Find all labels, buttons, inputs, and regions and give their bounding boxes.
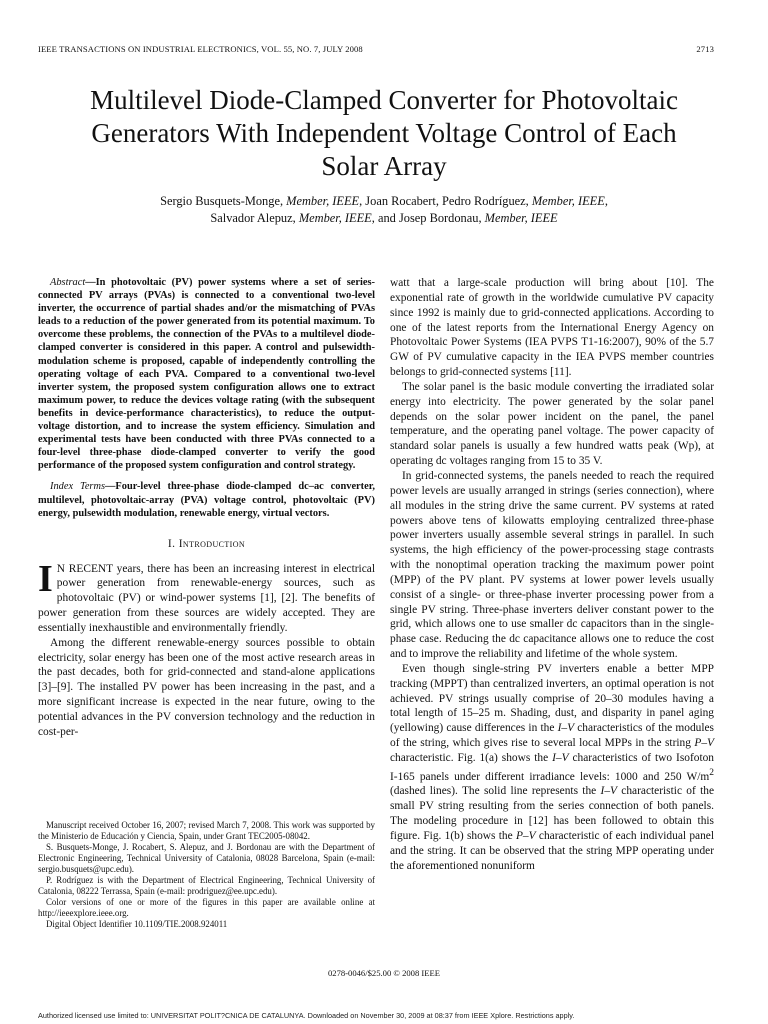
abstract-text: —In photovoltaic (PV) power systems where a set of series-connected PV arrays (PVAs) is connected to a conventional two-level inverter, the occurrence of partial shades and/or the mismatching of PVAs leads to a reduction of the power generated from its potential maximum. To overcome these problems, the connection of the PVAs to a multilevel diode-clamped converter is considered in this paper. A control and pulsewidth-modulation scheme is proposed, capable of independently controlling the operating voltage of each PVA. Compared to a conventional two-level inverter system, the proposed system configuration allows one to extract maximum power, to reduce the devices voltage rating (with the subsequent benefits in device-performance characteristics), to reduce the output-voltage distortion, and to increase the system efficiency. Simulation and experimental tests have been conducted with three PVAs connected to a four-level three-phase diode-clamped converter to verify the good performance of the proposed system configuration and control strategy. xyxy=(38,277,375,472)
drop-cap: I xyxy=(38,557,53,600)
page-number: 2713 xyxy=(696,44,714,54)
section-heading-introduction xyxy=(38,537,375,552)
index-terms-text: —Four-level three-phase diode-clamped dc–ac converter, multilevel, photovoltaic-array (PVA) voltage control, photovoltaic (PV) energy, pulsewidth modulation, renewable energy, virtual vectors. xyxy=(38,481,375,519)
author-list xyxy=(60,193,708,227)
section-number: I. xyxy=(167,537,179,550)
author-name: Sergio Busquets-Monge, xyxy=(160,194,287,208)
footnote-affiliation-1: S. Busquets-Monge, J. Rocabert, S. Alepuz, and J. Bordonau are with the Department of Electronic Engineering, Technical University of Catalonia, 08028 Barcelona, Spain (e-mail: sergio.busquets@upc.edu). xyxy=(38,842,375,874)
footnote-doi: Digital Object Identifier 10.1109/TIE.2008.924011 xyxy=(46,919,228,929)
paper-title: Multilevel Diode-Clamped Converter for Photovoltaic Generators With Independent Voltage Control of Each Solar Array xyxy=(90,85,678,181)
index-terms xyxy=(38,480,375,519)
author-role: Member, IEEE xyxy=(531,194,605,208)
math-pv: P–V xyxy=(694,737,714,750)
paragraph-text: (dashed lines). The solid line represents the xyxy=(390,785,601,798)
author-name: , Joan Rocabert, Pedro Rodríguez, xyxy=(359,194,532,208)
right-paragraph-mppt xyxy=(390,662,714,874)
right-paragraph-solar-panel: The solar panel is the basic module converting the irradiated solar energy into electricity. The power generated by the solar panel depends on the solar power incident on the panel, the panel temperature, and the operating panel voltage. The power capacity of standard solar panels is usually a few hundred watts peak (Wp), at operating dc voltages ranging from 15 to 35 V. xyxy=(390,380,714,468)
footnote-color-versions: Color versions of one or more of the figures in this paper are available online at http://ieeexplore.ieee.org. xyxy=(38,897,375,918)
math-iv: I–V xyxy=(552,752,569,764)
index-terms-label: Index Terms xyxy=(50,481,106,493)
right-paragraph-grid-connected: In grid-connected systems, the panels needed to reach the required power levels are usually arranged in strings (series connection), where all modules in the string drive the same current. PV systems at rated powers above tens of kilowatts employing centralized three-phase power inverters usually assemble several strings in parallel. In such systems, the high efficiency of the power-processing stage contrasts with the nonoptimal operation tracking the maximum power point (MPP) of the PV plant. PV systems at lower power levels usually consist of a single- or three-phase inverter processing power from a single PV string. Three-phase inverters deliver constant power to the grid, which allows one to use smaller dc capacitors than in the single-phase case. Reducing the dc capacitance allows one to reduce the cost and to improve the reliability and lifetime of the whole system. xyxy=(390,469,714,661)
section-title: Introduction xyxy=(178,537,246,550)
paragraph-text: characteristics of the modules of the string, which gives rise to several local MPPs in the string xyxy=(390,722,714,750)
paragraph-text: Even though single-string PV inverters enable a better MPP tracking (MPPT) than centralized inverters, an optimal operation is not achieved. PV strings usually comprise of 20–30 modules having a total length of 15–25 m. Shading, dust, and disparity in panel aging (yellowing) cause differences in the xyxy=(390,662,714,735)
paragraph-text: characteristic. Fig. 1(a) shows the xyxy=(390,752,553,764)
running-header xyxy=(38,44,714,58)
author-name: , and Josep Bordonau, xyxy=(371,211,485,225)
author-separator: , xyxy=(604,194,608,208)
footnotes xyxy=(38,820,375,930)
abstract-label: Abstract xyxy=(50,277,86,288)
paragraph-text: N RECENT years, there has been an increasing interest in electrical power generation from renewable-energy sources, such as photovoltaic (PV) or wind-power systems [1], [2]. The benefits of power generation from these sources are widely accepted. They are essentially inexhaustible and environmentally friendly. xyxy=(38,562,375,634)
paragraph-text: characteristic of each individual panel and the string. It can be observed that the string MPP operating under the aforementioned nonuniform xyxy=(390,830,715,872)
author-role: Member, IEEE xyxy=(484,211,558,225)
copyright-line: 0278-0046/$25.00 © 2008 IEEE xyxy=(327,968,441,978)
author-role: Member, IEEE xyxy=(298,211,372,225)
math-pv: P–V xyxy=(515,830,536,843)
footnote-affiliation-2: P. Rodríguez is with the Department of Electrical Engineering, Technical University of Catalonia, 08222 Terrassa, Spain (e-mail: prodriguez@ee.upc.edu). xyxy=(38,875,375,896)
left-column xyxy=(38,276,375,740)
author-role: Member, IEEE xyxy=(286,194,360,208)
right-paragraph-continued: watt that a large-scale production will bring about [10]. The exponential rate of growth in the worldwide cumulative PV capacity since 1992 is mainly due to grid-connected applications. According to one of the latest reports from the International Energy Agency on Photovoltaic Power Systems (IEA PVPS T1-16:2007), 90% of the 5.7 GW of PV cumulative capacity in the IEA PVPS member countries belongs to grid-connected systems [11]. xyxy=(390,277,714,379)
intro-paragraph-2: Among the different renewable-energy sources possible to obtain electricity, solar energy has been one of the most active research areas in the past decades, both for grid-connected and stand-alone applications [3]–[9]. The installed PV power has been increasing in the past, and a more significant increase is expected in the near future, owing to the potential advances in the PV conversion technology and the reduction in cost-per- xyxy=(38,636,375,738)
license-notice: Authorized licensed use limited to: UNIVERSITAT POLIT?CNICA DE CATALUNYA. Downloaded on November 30, 2009 at 08:37 from IEEE Xplore. Restrictions apply. xyxy=(38,1011,575,1020)
right-column xyxy=(390,276,714,874)
paragraph-text: characteristics of two Isofoton I-165 panels under different irradiance levels: 1000 and 250 W/m xyxy=(390,752,714,783)
footnote-manuscript: Manuscript received October 16, 2007; revised March 7, 2008. This work was supported by the Ministerio de Educación y Ciencia, Spain, under Grant TEC2005-08042. xyxy=(38,820,375,841)
author-name: Salvador Alepuz, xyxy=(210,211,299,225)
math-iv: I–V xyxy=(557,722,575,735)
paragraph-text: characteristic of the small PV string resulting from the series connection of both panels. The modeling procedure in [12] has been followed to obtain this figure. Fig. 1(b) shows the xyxy=(390,785,715,843)
superscript: 2 xyxy=(709,767,714,778)
intro-paragraph-1 xyxy=(38,557,375,636)
journal-name: IEEE TRANSACTIONS ON INDUSTRIAL ELECTRONICS, VOL. 55, NO. 7, JULY 2008 xyxy=(38,44,363,54)
math-iv: I–V xyxy=(600,785,617,798)
abstract xyxy=(38,276,375,472)
